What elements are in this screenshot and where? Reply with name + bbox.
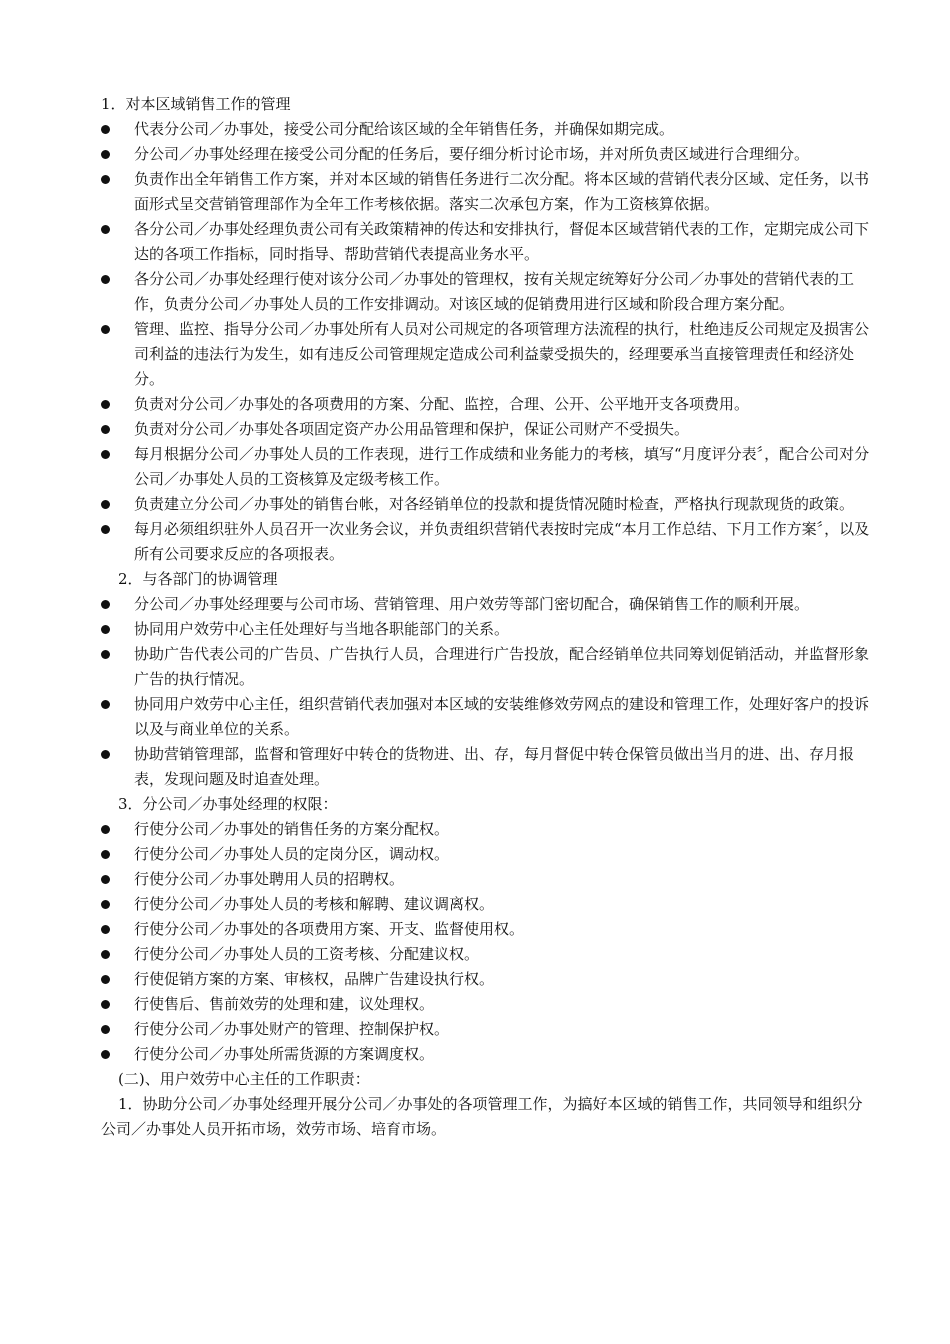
list-item [0,742,950,792]
bullet-icon [101,850,110,859]
list-item [0,942,950,967]
section-2-list [0,592,950,792]
list-item-text: 行使促销方案的方案、审核权，品牌广告建设执行权。 [134,970,495,988]
bullet-icon [101,150,110,159]
bullet-icon [101,700,110,709]
section-heading-3: 3．分公司／办事处经理的权限： [118,795,338,813]
list-item [0,592,950,617]
bullet-icon [101,125,110,134]
list-item [0,967,950,992]
document-page [0,92,950,1142]
list-item-text: 各分公司／办事处经理负责公司有关政策精神的传达和安排执行，督促本区域营销代表的工作，定期完成公司下达的各项工作指标，同时指导、帮助营销代表提高业务水平。 [134,220,870,263]
bullet-icon [101,400,110,409]
list-item [0,1042,950,1067]
bullet-icon [101,825,110,834]
list-item-text: 各分公司／办事处经理行使对该分公司／办事处的管理权，按有关规定统筹好分公司／办事处的营销代表的工作，负责分公司／办事处人员的工作安排调动。对该区域的促销费用进行区域和阶段合理方案分配。 [134,270,855,313]
list-item [0,642,950,692]
list-item [0,992,950,1017]
list-item-text: 代表分公司／办事处，接受公司分配给该区域的全年销售任务，并确保如期完成。 [134,120,675,138]
list-item-text: 管理、监控、指导分公司／办事处所有人员对公司规定的各项管理方法流程的执行，杜绝违反公司规定及损害公司利益的违法行为发生，如有违反公司管理规定造成公司利益蒙受损失的，经理要承当直接管理责任和经济处分。 [134,320,870,388]
bullet-icon [101,925,110,934]
list-item [0,492,950,517]
list-item [0,142,950,167]
bullet-icon [101,950,110,959]
list-item-text: 行使分公司／办事处的销售任务的方案分配权。 [134,820,450,838]
body-paragraph: 1．协助分公司／办事处经理开展分公司／办事处的各项管理工作，为搞好本区域的销售工作，共同领导和组织分公司／办事处人员开拓市场，效劳市场、培育市场。 [101,1095,863,1138]
section-heading-1: 1．对本区域销售工作的管理 [101,95,291,113]
bullet-icon [101,225,110,234]
bullet-icon [101,875,110,884]
list-item [0,842,950,867]
bullet-icon [101,525,110,534]
list-item [0,517,950,567]
list-item-text: 负责建立分公司／办事处的销售台帐，对各经销单位的投款和提货情况随时检查，严格执行现款现货的政策。 [134,495,855,513]
list-item-text: 分公司／办事处经理在接受公司分配的任务后，要仔细分析讨论市场，并对所负责区域进行合理细分。 [134,145,810,163]
bullet-icon [101,1000,110,1009]
list-item-text: 行使分公司／办事处人员的工资考核、分配建议权。 [134,945,480,963]
list-item [0,1017,950,1042]
list-item [0,317,950,392]
bullet-icon [101,1050,110,1059]
bullet-icon [101,175,110,184]
list-item [0,692,950,742]
list-item [0,442,950,492]
section-3-list [0,817,950,1067]
list-item [0,417,950,442]
list-item-text: 协助营销管理部，监督和管理好中转仓的货物进、出、存，每月督促中转仓保管员做出当月的进、出、存月报表，发现问题及时追查处理。 [134,745,855,788]
list-item [0,892,950,917]
list-item-text: 负责对分公司／办事处的各项费用的方案、分配、监控，合理、公开、公平地开支各项费用。 [134,395,750,413]
bullet-icon [101,275,110,284]
bullet-icon [101,625,110,634]
list-item-text: 行使售后、售前效劳的处理和建，议处理权。 [134,995,435,1013]
list-item [0,817,950,842]
list-item [0,167,950,217]
list-item [0,867,950,892]
list-item-text: 行使分公司／办事处聘用人员的招聘权。 [134,870,405,888]
list-item-text: 负责对分公司／办事处各项固定资产办公用品管理和保护，保证公司财产不受损失。 [134,420,690,438]
list-item [0,117,950,142]
bullet-icon [101,975,110,984]
bullet-icon [101,650,110,659]
list-item-text: 每月根据分公司／办事处人员的工作表现，进行工作成绩和业务能力的考核，填写“月度评分表〞，配合公司对分公司／办事处人员的工资核算及定级考核工作。 [134,445,870,488]
section-heading-4: (二)、用户效劳中心主任的工作职责： [118,1070,370,1088]
list-item [0,617,950,642]
bullet-icon [101,450,110,459]
bullet-icon [101,325,110,334]
list-item-text: 行使分公司／办事处人员的定岗分区，调动权。 [134,845,450,863]
bullet-icon [101,600,110,609]
list-item-text: 行使分公司／办事处人员的考核和解聘、建议调离权。 [134,895,495,913]
list-item-text: 行使分公司／办事处财产的管理、控制保护权。 [134,1020,450,1038]
list-item-text: 行使分公司／办事处的各项费用方案、开支、监督使用权。 [134,920,525,938]
list-item [0,392,950,417]
list-item-text: 协同用户效劳中心主任，组织营销代表加强对本区域的安装维修效劳网点的建设和管理工作，处理好客户的投诉以及与商业单位的关系。 [134,695,870,738]
list-item-text: 负责作出全年销售工作方案，并对本区域的销售任务进行二次分配。将本区域的营销代表分区域、定任务，以书面形式呈交营销管理部作为全年工作考核依据。落实二次承包方案，作为工资核算依据。 [134,170,870,213]
list-item [0,917,950,942]
list-item-text: 分公司／办事处经理要与公司市场、营销管理、用户效劳等部门密切配合，确保销售工作的顺利开展。 [134,595,810,613]
list-item-text: 行使分公司／办事处所需货源的方案调度权。 [134,1045,435,1063]
bullet-icon [101,500,110,509]
list-item [0,267,950,317]
bullet-icon [101,900,110,909]
list-item [0,217,950,267]
bullet-icon [101,1025,110,1034]
list-item-text: 协同用户效劳中心主任处理好与当地各职能部门的关系。 [134,620,510,638]
bullet-icon [101,750,110,759]
section-heading-2: 2．与各部门的协调管理 [118,570,278,588]
bullet-icon [101,425,110,434]
list-item-text: 协助广告代表公司的广告员、广告执行人员，合理进行广告投放，配合经销单位共同筹划促销活动，并监督形象广告的执行情况。 [134,645,870,688]
list-item-text: 每月必须组织驻外人员召开一次业务会议，并负责组织营销代表按时完成“本月工作总结、下月工作方案〞，以及所有公司要求反应的各项报表。 [134,520,870,563]
section-1-list [0,117,950,567]
